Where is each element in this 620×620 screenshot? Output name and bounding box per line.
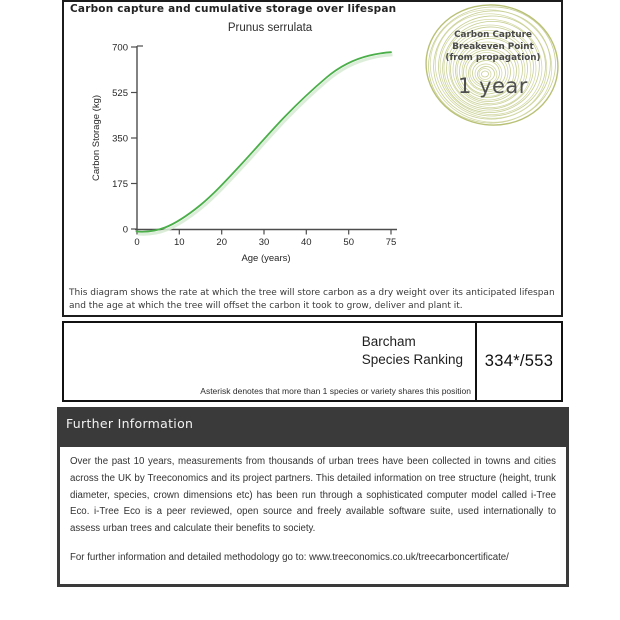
ranking-org: Barcham bbox=[361, 334, 416, 349]
svg-text:525: 525 bbox=[112, 88, 128, 99]
curve-confidence-band bbox=[138, 55, 393, 235]
chart-panel bbox=[62, 0, 563, 317]
further-info-panel bbox=[57, 407, 569, 587]
svg-text:10: 10 bbox=[174, 237, 185, 248]
chart-title: Prunus serrulata bbox=[227, 22, 313, 34]
badge-caption-line1: Carbon Capture bbox=[454, 30, 532, 40]
svg-text:50: 50 bbox=[343, 237, 354, 248]
badge-caption bbox=[424, 30, 562, 65]
x-axis-label: Age (years) bbox=[241, 253, 291, 264]
svg-text:20: 20 bbox=[216, 237, 227, 248]
chart-description: This diagram shows the rate at which the tree will store carbon as a dry weight over its anticipated lifespan and the age at which the tree will offset the carbon it took to grow, deliver and plant it. bbox=[69, 288, 555, 311]
ranking-value-cell bbox=[475, 323, 561, 400]
ranking-value: 334*/553 bbox=[484, 352, 554, 370]
y-ticks bbox=[131, 47, 137, 229]
badge-value: 1 year bbox=[458, 74, 528, 98]
svg-text:40: 40 bbox=[301, 237, 312, 248]
ranking-label-cell bbox=[64, 323, 475, 400]
svg-text:0: 0 bbox=[122, 224, 128, 236]
species-ranking-panel bbox=[62, 321, 563, 402]
breakeven-badge bbox=[424, 2, 562, 130]
ranking-footnote: Asterisk denotes that more than 1 species or variety shares this position bbox=[200, 386, 471, 396]
x-tick-labels bbox=[134, 237, 396, 248]
svg-text:0: 0 bbox=[134, 237, 140, 248]
svg-text:350: 350 bbox=[112, 133, 128, 145]
page-title: Carbon capture and cumulative storage over lifespan bbox=[70, 3, 397, 15]
x-ticks bbox=[137, 230, 391, 235]
further-info-heading: Further Information bbox=[66, 416, 194, 431]
tree-rings-icon bbox=[424, 2, 562, 130]
further-info-paragraph: Over the past 10 years, measurements from thousands of urban trees have been collected in towns and cities across the UK by Treeconomics and its project partners. This detailed information on tree structure (height, trunk diameter, species, crown dimensions etc) has been run through a sophisticated computer model called i-Tree Eco. i-Tree Eco is a peer reviewed, open source and freely available software suite, used internationally to assess urban trees and calculate their benefits to society. bbox=[70, 456, 556, 535]
y-tick-labels bbox=[112, 43, 128, 236]
further-info-body bbox=[60, 447, 566, 584]
badge-caption-line2: Breakeven Point bbox=[452, 41, 534, 52]
ranking-heading bbox=[362, 333, 463, 368]
svg-text:30: 30 bbox=[258, 237, 270, 248]
svg-text:700: 700 bbox=[112, 42, 128, 54]
svg-text:175: 175 bbox=[112, 179, 128, 190]
carbon-storage-chart bbox=[84, 18, 424, 270]
y-axis-label: Carbon Storage (kg) bbox=[91, 94, 102, 182]
methodology-link-line: For further information and detailed methodology go to: www.treeconomics.co.uk/treecarboncertificate/ bbox=[70, 551, 509, 563]
badge-caption-line3: (from propagation) bbox=[445, 53, 541, 63]
svg-text:75: 75 bbox=[385, 237, 397, 248]
ranking-label: Species Ranking bbox=[361, 351, 463, 367]
